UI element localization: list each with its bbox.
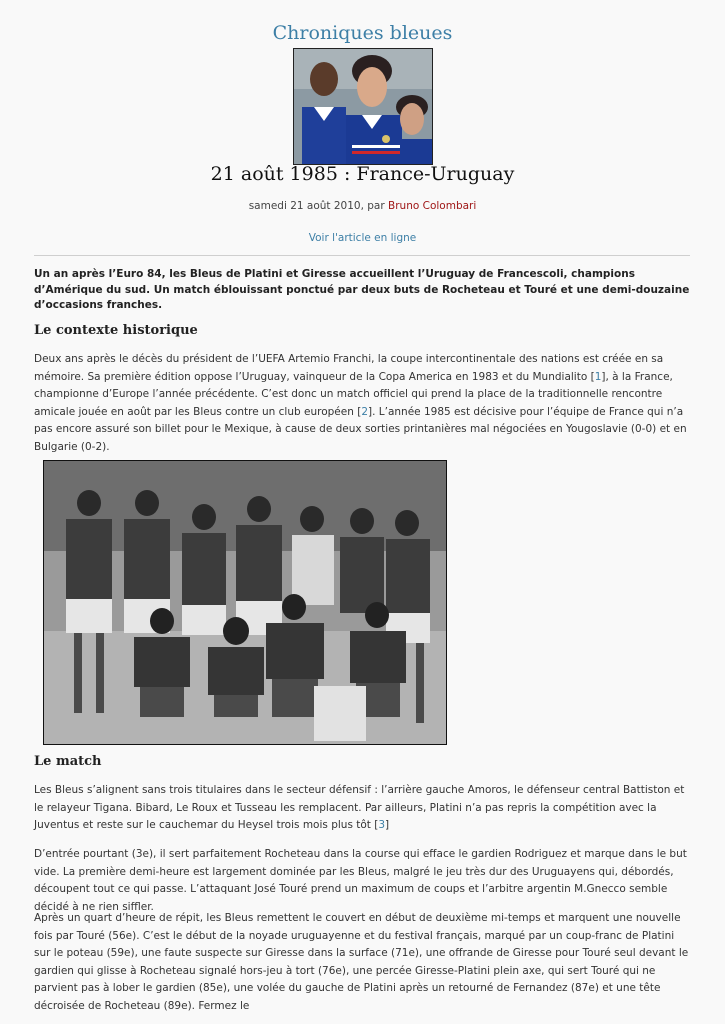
match-paragraph-1 [34, 782, 690, 835]
site-logo[interactable] [293, 48, 433, 165]
author-link[interactable]: Bruno Colombari [388, 200, 477, 212]
match-paragraph-2: D’entrée pourtant (3e), il sert parfaitement Rocheteau dans la course qui efface le gardien Rodriguez et marque dans le but vide. La première demi-heure est largement dominée par les Bleus, malgré le jeu très dur des Uruguayens qui, débordés, découpent tout ce qui passe. L’attaquant José Touré prend un maximum de coups et l’arbitre argentin M.Gnecco semble décidé à ne rien siffler. [34, 848, 687, 913]
footnote-link-2[interactable]: 2 [361, 405, 368, 418]
text-fragment: ]. L’année 1985 est décisive pour l’équipe de France qui n’a pas encore assuré son billet pour le Mexique, à cause de deux sorties printanières mal négociées en Yougoslavie (0-0) et en Bulgarie (0-2). [34, 405, 687, 453]
match-paragraph-3: Après un quart d’heure de répit, les Bleus remettent le couvert en début de deuxième mi-temps et marquent une nouvelle fois par Touré (56e). C’est le début de la noyade uruguayenne et du festival français, marqué par un coup-franc de Platini sur le poteau (59e), une faute suspecte sur Giresse dans la surface (71e), une offrande de Giresse pour Touré seul devant le gardien qui glisse à Rocheteau signalé hors-jeu à tort (76e), une percée Giresse-Platini plein axe, qui sert Touré qui ne parvient pas à lober le gardien (85e), une volée du gauche de Platini après un retourné de Fernandez (87e) et une tête décroisée de Rocheteau (89e). Fermez le [34, 912, 689, 1012]
byline-date: samedi 21 août 2010, par [248, 200, 389, 212]
byline [0, 200, 725, 212]
footnote-link-3[interactable]: 3 [378, 819, 386, 831]
text-fragment: Les Bleus s’alignent sans trois titulaires dans le secteur défensif : l’arrière gauche Amoros, le défenseur central Battiston et le relayeur Tigana. Bibard, Le Roux et Tusseau les remplacent. Par ailleurs, Platini n’a pas repris la compétition avec la Juventus et reste sur le cauchemar du Heysel trois mois plus tôt [ [34, 784, 685, 831]
text-fragment: ], à la France, championne d’Europe l’année précédente. C’est donc un match officiel qui prend la place de la traditionnelle rencontre amicale jouée en août par les Bleus contre un club européen [ [34, 370, 673, 418]
section-heading-context: Le contexte historique [34, 323, 198, 338]
footnote-link-1[interactable]: 1 [594, 370, 602, 383]
team-photo [43, 460, 447, 745]
article-lead: Un an après l’Euro 84, les Bleus de Platini et Giresse accueillent l’Uruguay de Francescoli, champions d’Amérique du sud. Un match éblouissant ponctué par deux buts de Rocheteau et Touré et une demi-douzaine d’occasions franches. [34, 268, 690, 311]
text-fragment: ] [385, 819, 390, 831]
article-title: 21 août 1985 : France-Uruguay [210, 163, 515, 185]
text-fragment: Deux ans après le décès du président de l’UEFA Artemio Franchi, la coupe intercontinentale des nations est créée en sa mémoire. Sa première édition oppose l’Uruguay, vainqueur de la Copa America en 1983 et du Mundialito [ [34, 353, 664, 383]
site-title[interactable]: Chroniques bleues [272, 22, 453, 44]
view-online-link[interactable]: Voir l'article en ligne [308, 232, 417, 244]
context-paragraph [34, 351, 690, 456]
divider [34, 255, 690, 256]
section-heading-match: Le match [34, 754, 102, 769]
